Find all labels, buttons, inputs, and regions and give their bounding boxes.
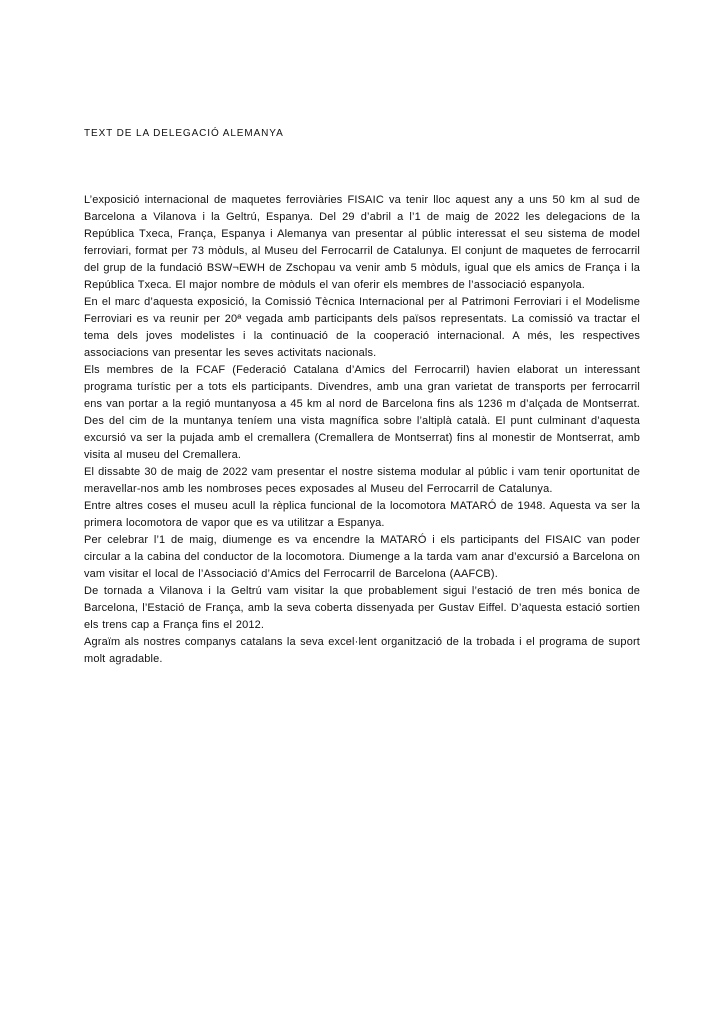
paragraph-excursion-montserrat: Els membres de la FCAF (Federació Catalana d’Amics del Ferrocarril) havien elaborat un interessant programa turístic per a tots els participants. Divendres, amb una gran varietat de transports per ferrocarril ens van portar a la regió muntanyosa a 45 km al nord de Barcelona fins als 1236 m d’alçada de Montserrat. Des del cim de la muntanya teníem una vista magnífica sobre l’altiplà català. El punt culminant d’aquesta excursió va ser la pujada amb el cremallera (Cremallera de Montserrat) fins al monestir de Montserrat, amb visita al museu del Cremallera. [84, 364, 640, 461]
paragraph-saturday: El dissabte 30 de maig de 2022 vam presentar el nostre sistema modular al públic i vam tenir oportunitat de meravellar-nos amb les nombroses peces exposades al Museu del Ferrocarril de Catalunya. [84, 466, 640, 495]
paragraph-commission: En el marc d’aquesta exposició, la Comissió Tècnica Internacional per al Patrimoni Ferroviari i el Modelisme Ferroviari es va reunir per 20ª vegada amb participants dels països representats. La comissió va tractar el tema dels joves modelistes i la continuació de la cooperació internacional. A més, les respectives associacions van presentar les seves activitats nacionals. [84, 296, 640, 359]
document-body [84, 192, 640, 668]
paragraph-sunday: Per celebrar l’1 de maig, diumenge es va encendre la MATARÓ i els participants del FISAIC van poder circular a la cabina del conductor de la locomotora. Diumenge a la tarda vam anar d’excursió a Barcelona on vam visitar el local de l’Associació d’Amics del Ferrocarril de Barcelona (AAFCB). [84, 534, 640, 580]
paragraph-station: De tornada a Vilanova i la Geltrú vam visitar la que probablement sigui l’estació de tren més bonica de Barcelona, l’Estació de França, amb la seva coberta dissenyada per Gustav Eiffel. D’aquesta estació sortien els trens cap a França fins el 2012. [84, 585, 640, 631]
paragraph-exposition: L’exposició internacional de maquetes ferroviàries FISAIC va tenir lloc aquest any a uns 50 km al sud de Barcelona a Vilanova i la Geltrú, Espanya. Del 29 d’abril a l’1 de maig de 2022 les delegacions de la República Txeca, França, Espanya i Alemanya van presentar al públic interessat el seu sistema de model ferroviari, format per 73 mòduls, al Museu del Ferrocarril de Catalunya. El conjunt de maquetes de ferrocarril del grup de la fundació BSW¬EWH de Zschopau va venir amb 5 mòduls, igual que els amics de França i la República Txeca. El major nombre de mòduls el van oferir els membres de l’associació espanyola. [84, 194, 640, 291]
document-heading: TEXT DE LA DELEGACIÓ ALEMANYA [84, 128, 284, 139]
paragraph-locomotive: Entre altres coses el museu acull la rèplica funcional de la locomotora MATARÓ de 1948. Aquesta va ser la primera locomotora de vapor que es va utilitzar a Espanya. [84, 500, 640, 529]
paragraph-thanks: Agraïm als nostres companys catalans la seva excel·lent organització de la trobada i el programa de suport molt agradable. [84, 636, 640, 665]
